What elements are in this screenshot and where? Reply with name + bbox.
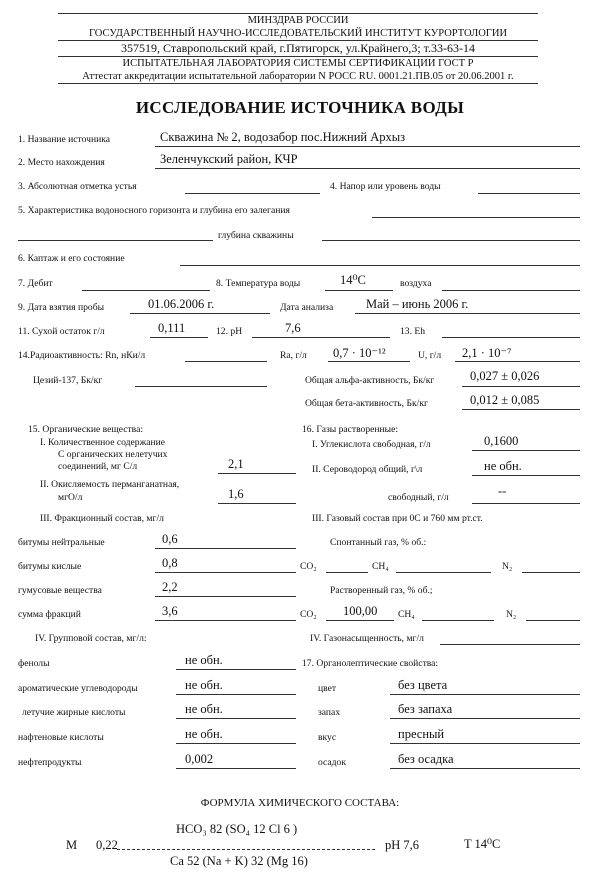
h2s-label: II. Сероводород общий, г\л: [312, 464, 423, 475]
air-temp-label: воздуха: [400, 278, 432, 289]
uranium-line: [455, 361, 580, 362]
group-line-1: [176, 669, 296, 670]
fraction-label-2: битумы кислые: [18, 561, 82, 572]
formula-ph: pH 7,6: [385, 838, 420, 852]
fraction-value-2: 0,8: [162, 556, 178, 570]
group-value-1: не обн.: [185, 653, 223, 667]
organic-i-line: [218, 473, 296, 474]
h2s-value: не обн.: [484, 459, 522, 473]
source-name-line: [155, 146, 580, 147]
spontaneous-gas-label: Спонтанный газ, % об.:: [330, 537, 427, 548]
h2s-free-value: --: [498, 484, 507, 498]
sediment-value: без осадка: [398, 752, 454, 766]
header-rule-3: [58, 83, 538, 84]
fraction-value-3: 2,2: [162, 580, 178, 594]
lab-name: ИСПЫТАТЕЛЬНАЯ ЛАБОРАТОРИЯ СИСТЕМЫ СЕРТИФИКАЦИИ ГОСТ Р: [122, 58, 474, 69]
institute-address: 357519, Ставропольский край, г.Пятигорск, ул.Крайнего,3; т.33-63-14: [121, 41, 475, 55]
fraction-label-4: сумма фракций: [18, 609, 81, 620]
color-line: [390, 694, 580, 695]
formula-title: ФОРМУЛА ХИМИЧЕСКОГО СОСТАВА:: [200, 797, 400, 809]
lab-block: [58, 57, 538, 83]
gas-saturation-label: IV. Газонасыщенность, мг/л: [310, 633, 424, 644]
organic-i-line1: I. Количественное содержание: [40, 437, 165, 448]
group-label-4: нафтеновые кислоты: [18, 732, 104, 743]
analysis-date-label: Дата анализа: [280, 302, 334, 313]
color-value: без цвета: [398, 678, 448, 692]
smell-label: запах: [318, 707, 341, 718]
organic-ii-value: 1,6: [228, 487, 244, 501]
accreditation-text: Аттестат аккредитации испытательной лаборатории N РОСС RU. 0001.21.ПВ.05 от 20.06.2001 г.: [82, 71, 514, 82]
group-label-3: летучие жирные кислоты: [22, 707, 126, 718]
well-depth-label: глубина скважины: [218, 230, 294, 241]
analysis-date-line: [355, 313, 580, 314]
organic-ii-line1: II. Окисляемость перманганатная,: [40, 479, 180, 490]
spont-ch4-line: [396, 572, 491, 573]
spont-co2-label: CO₂: [300, 561, 317, 572]
group-line-3: [176, 718, 296, 719]
source-name-value: Скважина № 2, водозабор пос.Нижний Архыз: [160, 130, 406, 144]
sediment-label: осадок: [318, 757, 347, 768]
aquifer-label: 5. Характеристика водоносного горизонта и глубина его залегания: [18, 205, 290, 216]
cesium-label: Цезий-137, Бк/кг: [33, 375, 103, 386]
ph-line: [252, 337, 390, 338]
group-line-4: [176, 743, 296, 744]
radon-line: [185, 361, 267, 362]
formula-fraction-line: [117, 849, 375, 850]
gas-saturation-line: [440, 644, 580, 645]
sediment-line: [390, 768, 580, 769]
organic-heading: 15. Органические вещества:: [28, 424, 144, 435]
fraction-line-2: [155, 572, 296, 573]
spont-co2-line: [326, 572, 368, 573]
institute-name: ГОСУДАРСТВЕННЫЙ НАУЧНО-ИССЛЕДОВАТЕЛЬСКИЙ ИНСТИТУТ КУРОРТОЛОГИИ: [88, 28, 508, 39]
diss-n2-line: [526, 620, 580, 621]
beta-label: Общая бета-активность, Бк/кг: [305, 398, 428, 409]
taste-line: [390, 743, 580, 744]
fraction-line-4: [155, 620, 296, 621]
captage-label: 6. Каптаж и его состояние: [18, 253, 125, 264]
debit-label: 7. Дебит: [18, 278, 53, 289]
h2s-line: [472, 475, 580, 476]
alpha-line: [462, 386, 580, 387]
diss-ch4-label: CH₄: [398, 609, 415, 620]
uranium-value: 2,1 · 10⁻⁷: [462, 346, 512, 360]
air-temp-line: [442, 290, 580, 291]
group-label-5: нефтепродукты: [18, 757, 82, 768]
beta-line: [462, 409, 580, 410]
sample-date-value: 01.06.2006 г.: [148, 297, 215, 311]
ph-label: 12. pH: [216, 326, 243, 337]
gas-composition-heading: III. Газовый состав при 0С и 760 мм рт.ст.: [312, 513, 483, 524]
fraction-line-3: [155, 596, 296, 597]
cesium-line: [135, 386, 267, 387]
spont-n2-line: [522, 572, 580, 573]
ministry-name: МИНЗДРАВ РОССИИ: [247, 15, 349, 26]
location-line: [155, 168, 580, 169]
formula-denominator: Ca 52 (Na + K) 32 (Mg 16): [170, 854, 308, 868]
co2-free-value: 0,1600: [484, 434, 519, 448]
group-label-2: ароматические углеводороды: [18, 683, 138, 694]
fraction-label-1: битумы нейтральные: [18, 537, 105, 548]
abs-mark-line: [185, 193, 320, 194]
taste-value: пресный: [398, 727, 445, 741]
formula-m-label: M: [66, 838, 78, 852]
pressure-line: [478, 193, 580, 194]
group-value-5: 0,002: [185, 752, 214, 766]
group-line-2: [176, 694, 296, 695]
eh-label: 13. Eh: [400, 326, 426, 337]
analysis-date-value: Май – июнь 2006 г.: [366, 297, 469, 311]
dry-residue-value: 0,111: [158, 321, 186, 335]
location-value: Зеленчукский район, КЧР: [160, 152, 298, 166]
color-label: цвет: [318, 683, 337, 694]
spont-ch4-label: CH₄: [372, 561, 389, 572]
water-temp-label: 8. Температура воды: [216, 278, 301, 289]
radium-label: Ra, г/л: [280, 350, 307, 361]
group-label-1: фенолы: [18, 658, 50, 669]
eh-line: [442, 337, 580, 338]
diss-co2-label: CO₂: [300, 609, 317, 620]
formula-temp: T 14⁰С: [464, 837, 501, 851]
radon-label: 14.Радиоактивность: Rn, нКи/л: [18, 350, 146, 361]
location-label: 2. Место нахождения: [18, 157, 105, 168]
fraction-label-3: гумусовые вещества: [18, 585, 102, 596]
co2-free-label: I. Углекислота свободная, г/л: [312, 439, 431, 450]
debit-line: [82, 290, 210, 291]
smell-line: [390, 718, 580, 719]
dry-residue-label: 11. Сухой остаток г/л: [18, 326, 105, 337]
gases-heading: 16. Газы растворенные:: [302, 424, 399, 435]
radium-line: [328, 361, 410, 362]
formula-numerator: HCO₃ 82 (SO₄ 12 Cl 6 ): [176, 822, 298, 836]
uranium-label: U, г/л: [418, 350, 442, 361]
fraction-line-1: [155, 548, 296, 549]
abs-mark-label: 3. Абсолютная отметка устья: [18, 181, 137, 192]
source-name-label: 1. Название источника: [18, 134, 111, 145]
diss-co2-line: [326, 620, 394, 621]
sample-date-label: 9. Дата взятия пробы: [18, 302, 105, 313]
h2s-free-label: свободный, г/л: [388, 492, 449, 503]
organic-i-value: 2,1: [228, 457, 244, 471]
group-line-5: [176, 768, 296, 769]
diss-n2-label: N₂: [506, 609, 517, 620]
sample-date-line: [130, 313, 270, 314]
water-temp-line: [325, 290, 393, 291]
well-depth-line: [322, 240, 580, 241]
group-value-3: не обн.: [185, 702, 223, 716]
co2-free-line: [472, 450, 580, 451]
organoleptic-heading: 17. Органолептические свойства:: [302, 658, 439, 669]
formula-m-value: 0,22: [96, 838, 118, 852]
organic-ii-line2: мгО/л: [58, 492, 83, 503]
radium-value: 0,7 · 10⁻¹²: [333, 346, 386, 360]
group-value-2: не обн.: [185, 678, 223, 692]
aquifer-line-2: [18, 240, 213, 241]
dry-residue-line: [150, 337, 208, 338]
fraction-value-1: 0,6: [162, 532, 178, 546]
organic-i-line2: С органических нелетучих: [58, 449, 168, 460]
taste-label: вкус: [318, 732, 337, 743]
group-heading: IV. Групповой состав, мг/л:: [35, 633, 147, 644]
diss-co2-value: 100,00: [343, 604, 378, 618]
smell-value: без запаха: [398, 702, 453, 716]
header-block: [58, 14, 538, 40]
group-value-4: не обн.: [185, 727, 223, 741]
h2s-free-line: [472, 503, 580, 504]
beta-value: 0,012 ± 0,085: [470, 393, 540, 407]
ph-value: 7,6: [285, 321, 301, 335]
water-temp-value: 14⁰С: [340, 273, 366, 287]
dissolved-gas-label: Растворенный газ, % об.;: [330, 585, 433, 596]
alpha-label: Общая альфа-активность, Бк/кг: [305, 375, 435, 386]
pressure-label: 4. Напор или уровень воды: [330, 181, 441, 192]
organic-i-line3: соединений, мг С/л: [58, 461, 138, 472]
diss-ch4-line: [422, 620, 494, 621]
spont-n2-label: N₂: [502, 561, 513, 572]
alpha-value: 0,027 ± 0,026: [470, 369, 540, 383]
aquifer-line: [372, 217, 580, 218]
fraction-heading: III. Фракционный состав, мг/л: [40, 513, 164, 524]
page-title: ИССЛЕДОВАНИЕ ИСТОЧНИКА ВОДЫ: [135, 98, 465, 117]
organic-ii-line: [218, 503, 296, 504]
captage-line: [180, 265, 580, 266]
fraction-value-4: 3,6: [162, 604, 178, 618]
